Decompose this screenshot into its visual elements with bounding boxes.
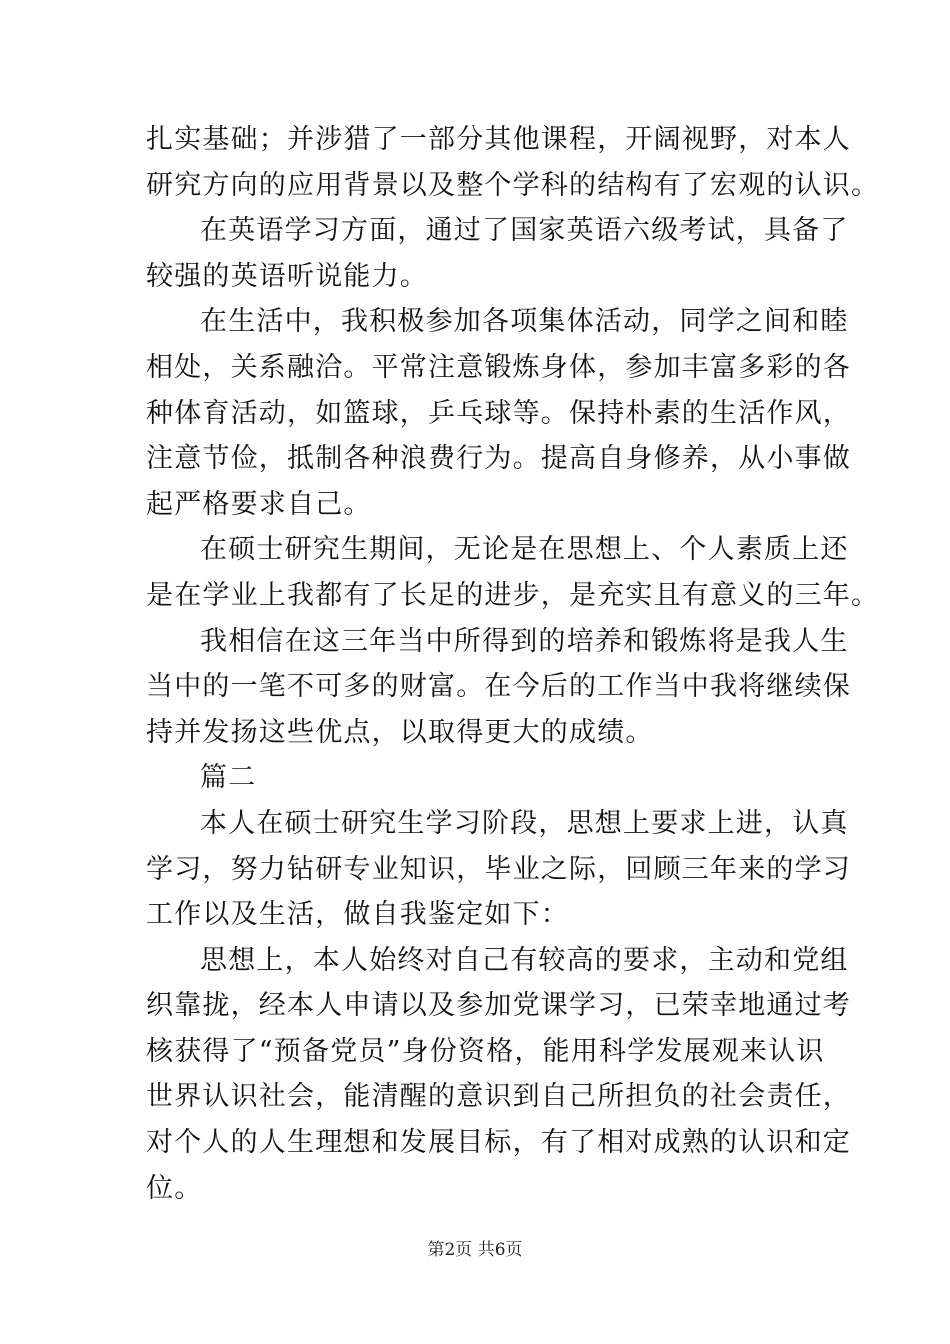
text-line: 较强的英语听说能力。	[146, 260, 428, 292]
text-line: 我相信在这三年当中所得到的培养和锻炼将是我人生	[200, 625, 849, 657]
text-line: 在英语学习方面，通过了国家英语六级考试，具备了	[200, 215, 849, 247]
text-line: 本人在硕士研究生学习阶段，思想上要求上进，认真	[200, 807, 849, 839]
text-line: 研究方向的应用背景以及整个学科的结构有了宏观的认识。	[146, 169, 880, 201]
text-line: 种体育活动，如篮球，乒乓球等。保持朴素的生活作风，	[146, 397, 851, 429]
text-line: 当中的一笔不可多的财富。在今后的工作当中我将继续保	[146, 671, 851, 703]
text-line: 在硕士研究生期间，无论是在思想上、个人素质上还	[200, 534, 849, 566]
text-line: 织靠拢，经本人申请以及参加党课学习，已荣幸地通过考	[146, 990, 851, 1022]
text-line: 工作以及生活，做自我鉴定如下：	[146, 899, 569, 931]
text-line: 持并发扬这些优点，以取得更大的成绩。	[146, 716, 654, 748]
text-line: 是在学业上我都有了长足的进步，是充实且有意义的三年。	[146, 579, 880, 611]
text-line: 学习，努力钻研专业知识，毕业之际，回顾三年来的学习	[146, 853, 851, 885]
text-line: 扎实基础；并涉猎了一部分其他课程，开阔视野，对本人	[146, 124, 851, 155]
text-line: 位。	[146, 1172, 203, 1204]
text-line: 核获得了“预备党员”身份资格，能用科学发展观来认识	[146, 1035, 825, 1067]
text-line: 起严格要求自己。	[146, 488, 372, 520]
text-line: 世界认识社会，能清醒的意识到自己所担负的社会责任，	[146, 1081, 851, 1113]
page-number-footer: 第2页 共6页	[427, 1240, 523, 1260]
text-line: 相处，关系融洽。平常注意锻炼身体，参加丰富多彩的各	[146, 351, 851, 383]
section-heading: 篇二	[200, 762, 257, 794]
text-line: 注意节俭，抵制各种浪费行为。提高自身修养，从小事做	[146, 443, 851, 475]
text-line: 对个人的人生理想和发展目标，有了相对成熟的认识和定	[146, 1127, 851, 1159]
text-line: 思想上，本人始终对自己有较高的要求，主动和党组	[200, 944, 849, 976]
text-line: 在生活中，我积极参加各项集体活动，同学之间和睦	[200, 306, 849, 338]
document-body	[146, 117, 880, 1211]
